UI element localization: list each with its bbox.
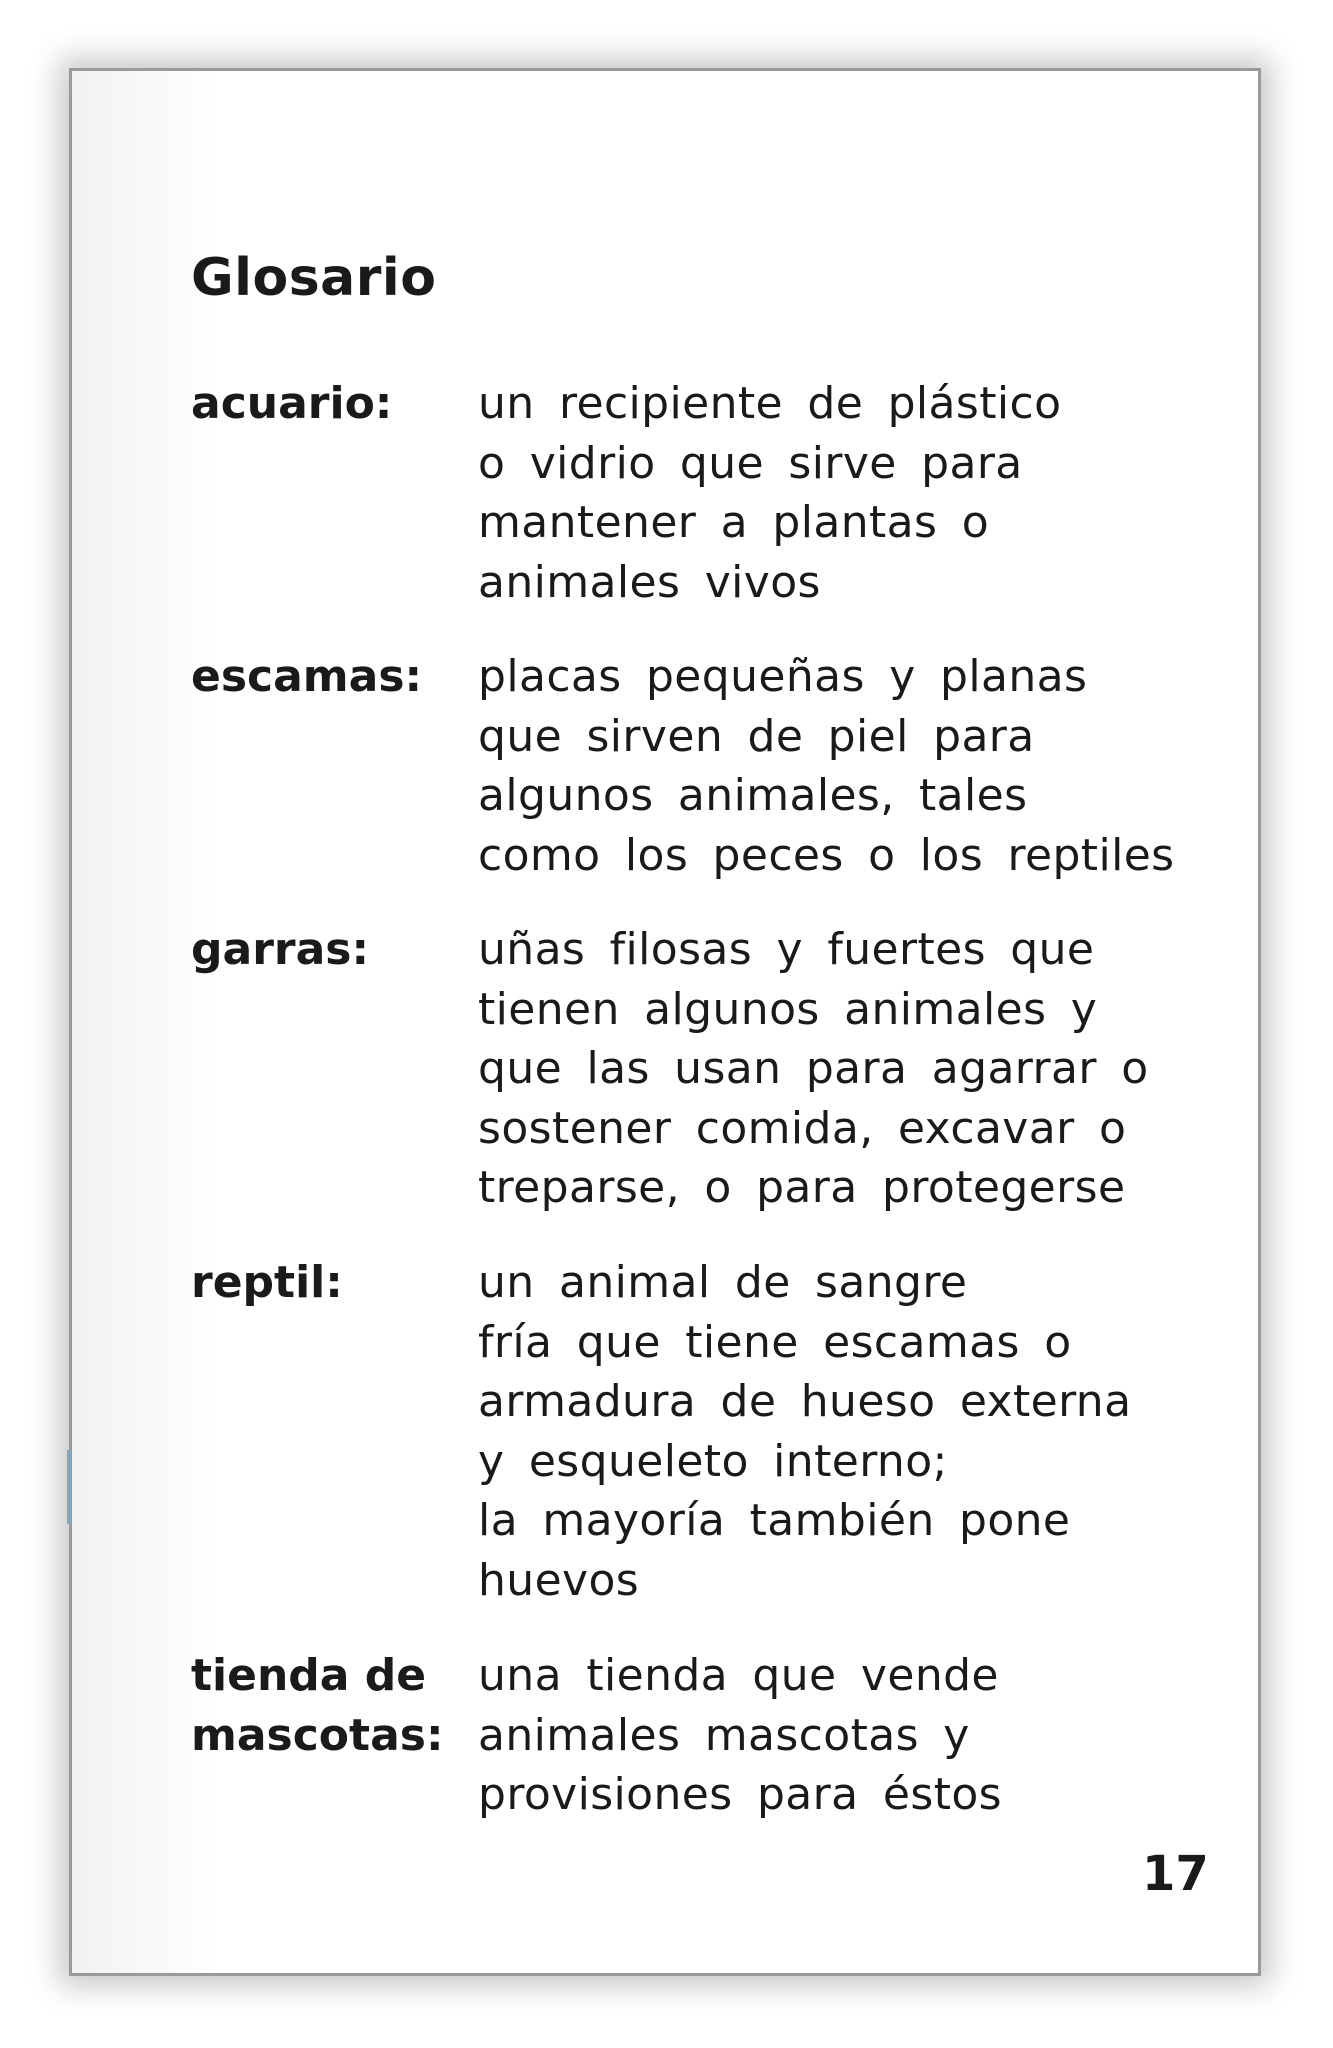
definition-line: provisiones para éstos	[478, 1769, 1002, 1820]
glossary-definition	[478, 1253, 1198, 1610]
glossary-definition	[478, 1646, 1198, 1825]
glossary-term: garras:	[191, 924, 370, 975]
definition-line: como los peces o los reptiles	[478, 829, 1175, 881]
definition-line: sostener comida, excavar o	[478, 1102, 1127, 1154]
definition-line: que las usan para agarrar o	[478, 1043, 1149, 1094]
definition-line: mantener a plantas o	[478, 497, 990, 548]
glossary-title: Glosario	[191, 248, 437, 308]
definition-line: una tienda que vende	[478, 1650, 999, 1701]
definition-line: que sirven de piel para	[478, 710, 1035, 762]
glossary-term: reptil:	[191, 1257, 343, 1308]
definition-line: la mayoría también pone	[478, 1495, 1071, 1546]
definition-line: y esqueleto interno;	[478, 1435, 948, 1487]
definition-line: un animal de sangre	[478, 1257, 968, 1308]
term-line: mascotas:	[191, 1710, 444, 1761]
definition-line: huevos	[478, 1554, 640, 1606]
page-number: 17	[1142, 1846, 1209, 1902]
definition-line: tienen algunos animales y	[478, 983, 1098, 1035]
definition-line: un recipiente de plástico	[478, 378, 1062, 429]
definition-line: armadura de hueso externa	[478, 1376, 1132, 1427]
definition-line: algunos animales, tales	[478, 770, 1028, 821]
term-line: tienda de	[191, 1650, 427, 1701]
glossary-term	[191, 1646, 444, 1766]
definition-line: o vidrio que sirve para	[478, 437, 1023, 489]
glossary-term: acuario:	[191, 378, 393, 429]
glossary-definition	[478, 647, 1198, 885]
definition-line: fría que tiene escamas o	[478, 1316, 1072, 1368]
glossary-term: escamas:	[191, 651, 423, 702]
definition-line: uñas filosas y fuertes que	[478, 924, 1095, 975]
definition-line: placas pequeñas y planas	[478, 651, 1088, 702]
glossary-definition	[478, 920, 1198, 1218]
glossary-definition	[478, 374, 1198, 612]
definition-line: treparse, o para protegerse	[478, 1162, 1126, 1213]
definition-line: animales mascotas y	[478, 1709, 970, 1761]
definition-line: animales vivos	[478, 556, 821, 608]
